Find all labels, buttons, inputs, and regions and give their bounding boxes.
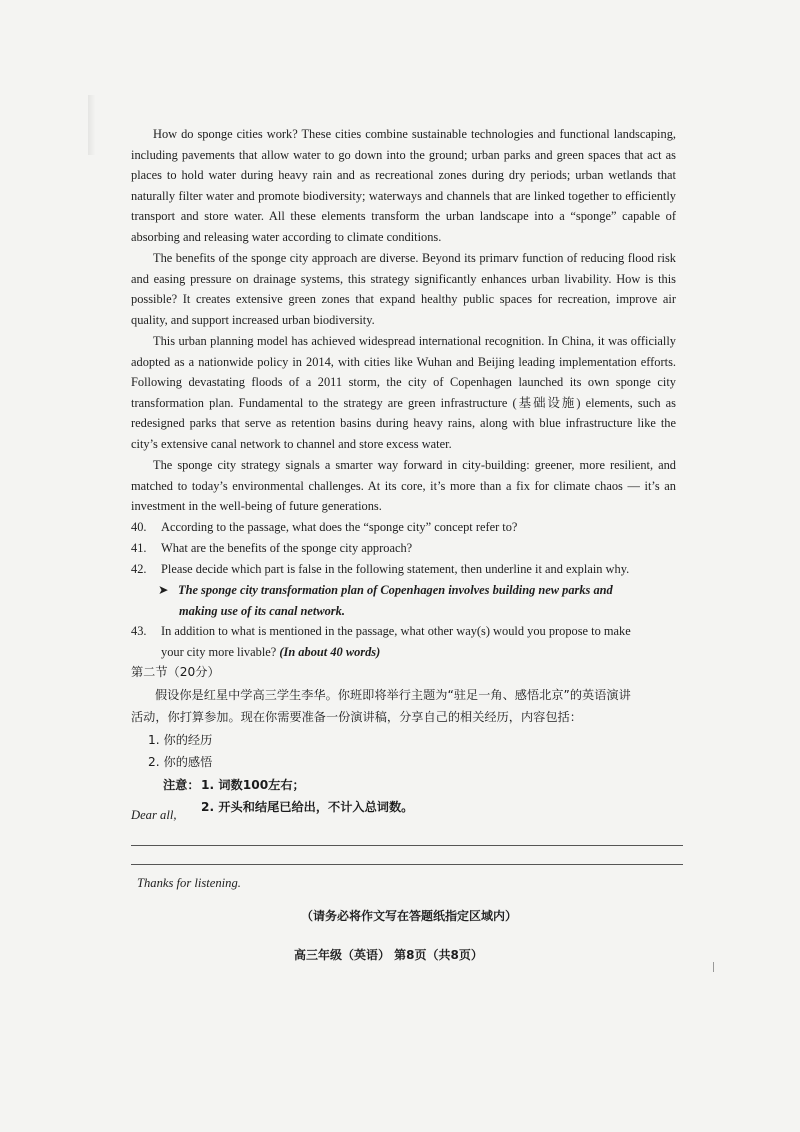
question-number: 40. (131, 520, 147, 534)
question-number: 43. (131, 624, 147, 638)
question-41 (131, 538, 676, 559)
note-2: 2. 开头和结尾已给出，不计入总词数。 (201, 800, 414, 814)
task-item-1: 1. 你的经历 (148, 733, 213, 747)
scan-shadow (88, 95, 96, 155)
question-number: 42. (131, 562, 147, 576)
question-43-line-2 (161, 642, 676, 663)
writing-line-2 (131, 864, 683, 865)
task-intro-line-1: 假设你是红星中学高三学生李华。你班即将举行主题为“驻足一角、感悟北京”的英语演讲 (155, 688, 631, 702)
statement-line-2: making use of its canal network. (179, 603, 345, 618)
word-count-hint: (In about 40 words) (279, 645, 381, 659)
question-43 (131, 621, 676, 642)
question-text: According to the passage, what does the “sponge city” concept refer to? (161, 520, 518, 534)
passage-paragraph-2: The benefits of the sponge city approach are diverse. Beyond its primarv function of reducing flood risk and easing pressure on drainage systems, this strategy significantly enhances urban livability. How is this possible? It creates extensive green zones that expand healthy public spaces for recreation, improve air quality, and support increased urban biodiversity. (131, 251, 676, 327)
passage-paragraph-1: How do sponge cities work? These cities combine sustainable technologies and functional landscaping, including pavements that allow water to go down into the ground; urban parks and green spaces that act as places to hold water during heavy rain and as recreational zones during dry periods; urban wetlands that naturally filter water and promote biodiversity; waterways and channels that are linked together to efficiently transport and store water. All these elements transform the urban landscape into a “sponge” capable of absorbing and releasing water according to climate conditions. (131, 127, 676, 244)
page-footer: 高三年级（英语） 第8页（共8页） (294, 948, 483, 962)
note-1: 1. 词数100左右； (201, 778, 305, 792)
notes-label: 注意： (163, 778, 200, 792)
arrow-bullet-icon: ➤ (158, 583, 169, 597)
task-item-2: 2. 你的感悟 (148, 755, 213, 769)
scan-mark (713, 962, 714, 972)
question-40 (131, 517, 676, 538)
task-intro-line-2: 活动，你打算参加。现在你需要准备一份演讲稿，分享自己的相关经历，内容包括： (131, 710, 582, 724)
question-42 (131, 559, 676, 580)
question-text: Please decide which part is false in the following statement, then underline it and explain why. (161, 562, 630, 576)
question-text-line-2: your city more livable? (161, 645, 277, 659)
answer-sheet-reminder: （请务必将作文写在答题纸指定区域内） (301, 909, 518, 923)
essay-opening: Dear all, (131, 808, 177, 822)
section-2-heading: 第二节（20分） (131, 665, 220, 679)
question-text-line-1: In addition to what is mentioned in the passage, what other way(s) would you propose to make (161, 624, 631, 638)
essay-closing: Thanks for listening. (137, 876, 241, 890)
question-text: What are the benefits of the sponge city approach? (161, 541, 413, 555)
passage-paragraph-4: The sponge city strategy signals a smarter way forward in city-building: greener, more resilient, and matched to today’s environmental challenges. At its core, it’s more than a fix for climate chaos — it’s an investment in the well-being of future generations. (131, 458, 676, 514)
question-number: 41. (131, 541, 147, 555)
false-statement (158, 580, 678, 621)
statement-line-1: The sponge city transformation plan of Copenhagen involves building new parks and (178, 583, 613, 597)
writing-line-1 (131, 845, 683, 846)
passage-paragraph-3: This urban planning model has achieved widespread international recognition. In China, it was officially adopted as a nationwide policy in 2014, with cities like Wuhan and Beijing leading implementation efforts. Following devastating floods of a 2011 storm, the city of Copenhagen launched its own sponge city transformation plan. Fundamental to the strategy are green infrastructure (基础设施) elements, such as redesigned parks that serve as retention basins during heavy rains, along with blue infrastructure like the city’s extensive canal network to channel and store excess water. (131, 334, 676, 451)
